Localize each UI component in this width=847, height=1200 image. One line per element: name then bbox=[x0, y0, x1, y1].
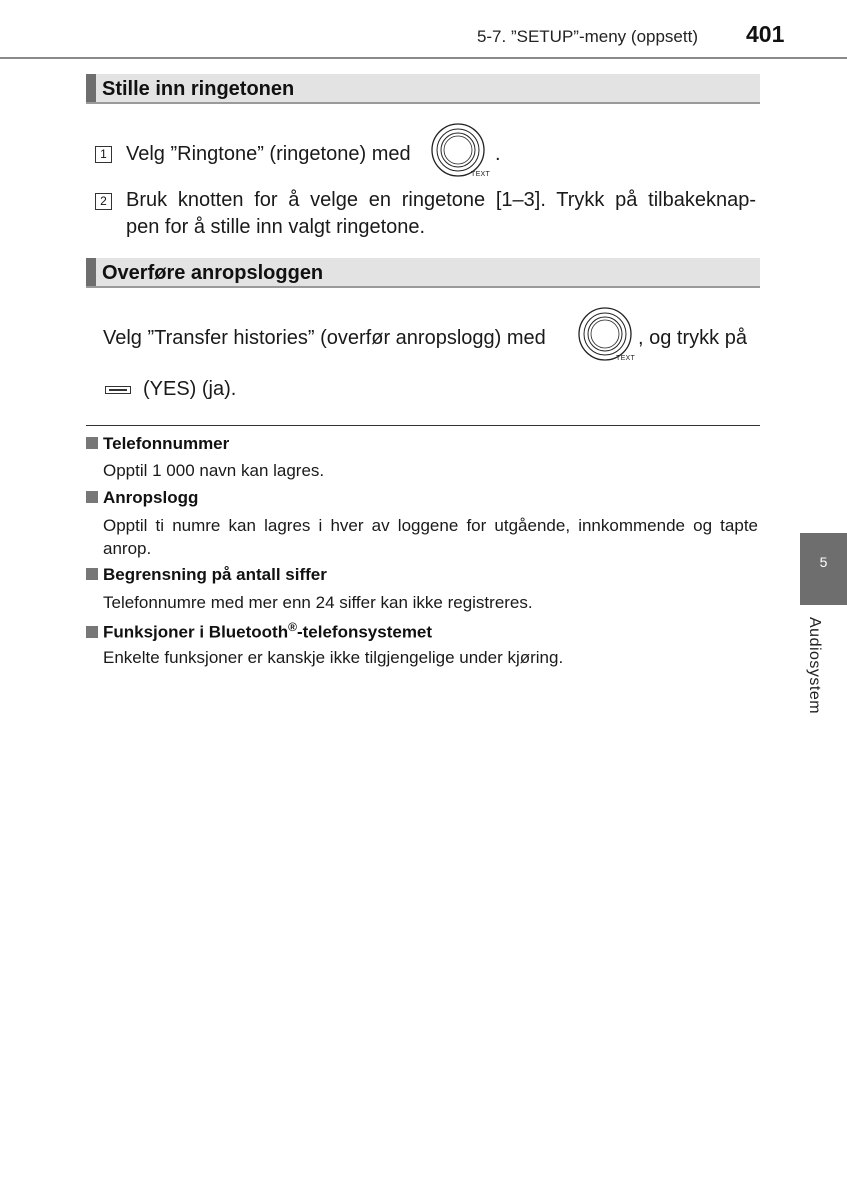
note-body-bluetooth: Enkelte funksjoner er kanskje ikke tilgjengelige under kjøring. bbox=[103, 648, 564, 667]
step-number-2: 2 bbox=[95, 193, 112, 210]
page-number: 401 bbox=[746, 21, 785, 47]
section-heading-title: Stille inn ringetonen bbox=[102, 78, 295, 100]
step-2-line-1: Bruk knotten for å velge en ringetone [1–3]. Trykk på tilbakeknap- bbox=[126, 189, 756, 211]
note-body-digit-limit: Telefonnumre med mer enn 24 siffer kan ikke registreres. bbox=[103, 593, 533, 612]
header-rule bbox=[0, 57, 847, 59]
note-title-phone-number: Telefonnummer bbox=[86, 434, 229, 454]
section-heading-ringtone bbox=[86, 74, 760, 104]
square-bullet-icon bbox=[86, 491, 98, 503]
step-1-period: . bbox=[495, 143, 501, 165]
note-title-call-log: Anropslogg bbox=[86, 488, 198, 508]
chapter-label: Audiosystem bbox=[806, 617, 823, 715]
note-title-bluetooth: Funksjoner i Bluetooth®-telefonsystemet bbox=[86, 620, 432, 643]
chapter-tab bbox=[800, 533, 847, 605]
notes-divider bbox=[86, 425, 760, 426]
step-number-1: 1 bbox=[95, 146, 112, 163]
note-title-digit-limit: Begrensning på antall siffer bbox=[86, 565, 327, 585]
transfer-text-after: , og trykk på bbox=[638, 327, 747, 349]
chapter-number: 5 bbox=[819, 554, 828, 570]
section-heading-call-log bbox=[86, 258, 760, 288]
running-header: 5-7. ”SETUP”-meny (oppsett) bbox=[476, 27, 698, 46]
tune-knob-label: TEXT bbox=[616, 355, 636, 362]
square-bullet-icon bbox=[86, 626, 98, 638]
step-1-text: Velg ”Ringtone” (ringetone) med bbox=[126, 143, 411, 165]
note-body-call-log: Opptil ti numre kan lagres i hver av loggene for utgående, innkommende og tapte anrop. bbox=[103, 516, 758, 558]
preset-button-icon bbox=[105, 386, 131, 394]
section-heading-bar bbox=[86, 74, 96, 102]
square-bullet-icon bbox=[86, 568, 98, 580]
note-body-phone-number: Opptil 1 000 navn kan lagres. bbox=[103, 461, 325, 480]
square-bullet-icon bbox=[86, 437, 98, 449]
transfer-yes-text: (YES) (ja). bbox=[143, 378, 237, 400]
step-2-line-2: pen for å stille inn valgt ringetone. bbox=[126, 216, 426, 238]
section-heading-title: Overføre anropsloggen bbox=[102, 262, 324, 284]
section-heading-bar bbox=[86, 258, 96, 286]
transfer-text-before: Velg ”Transfer histories” (overfør anropslogg) med bbox=[103, 327, 546, 349]
tune-knob-label: TEXT bbox=[471, 171, 491, 178]
